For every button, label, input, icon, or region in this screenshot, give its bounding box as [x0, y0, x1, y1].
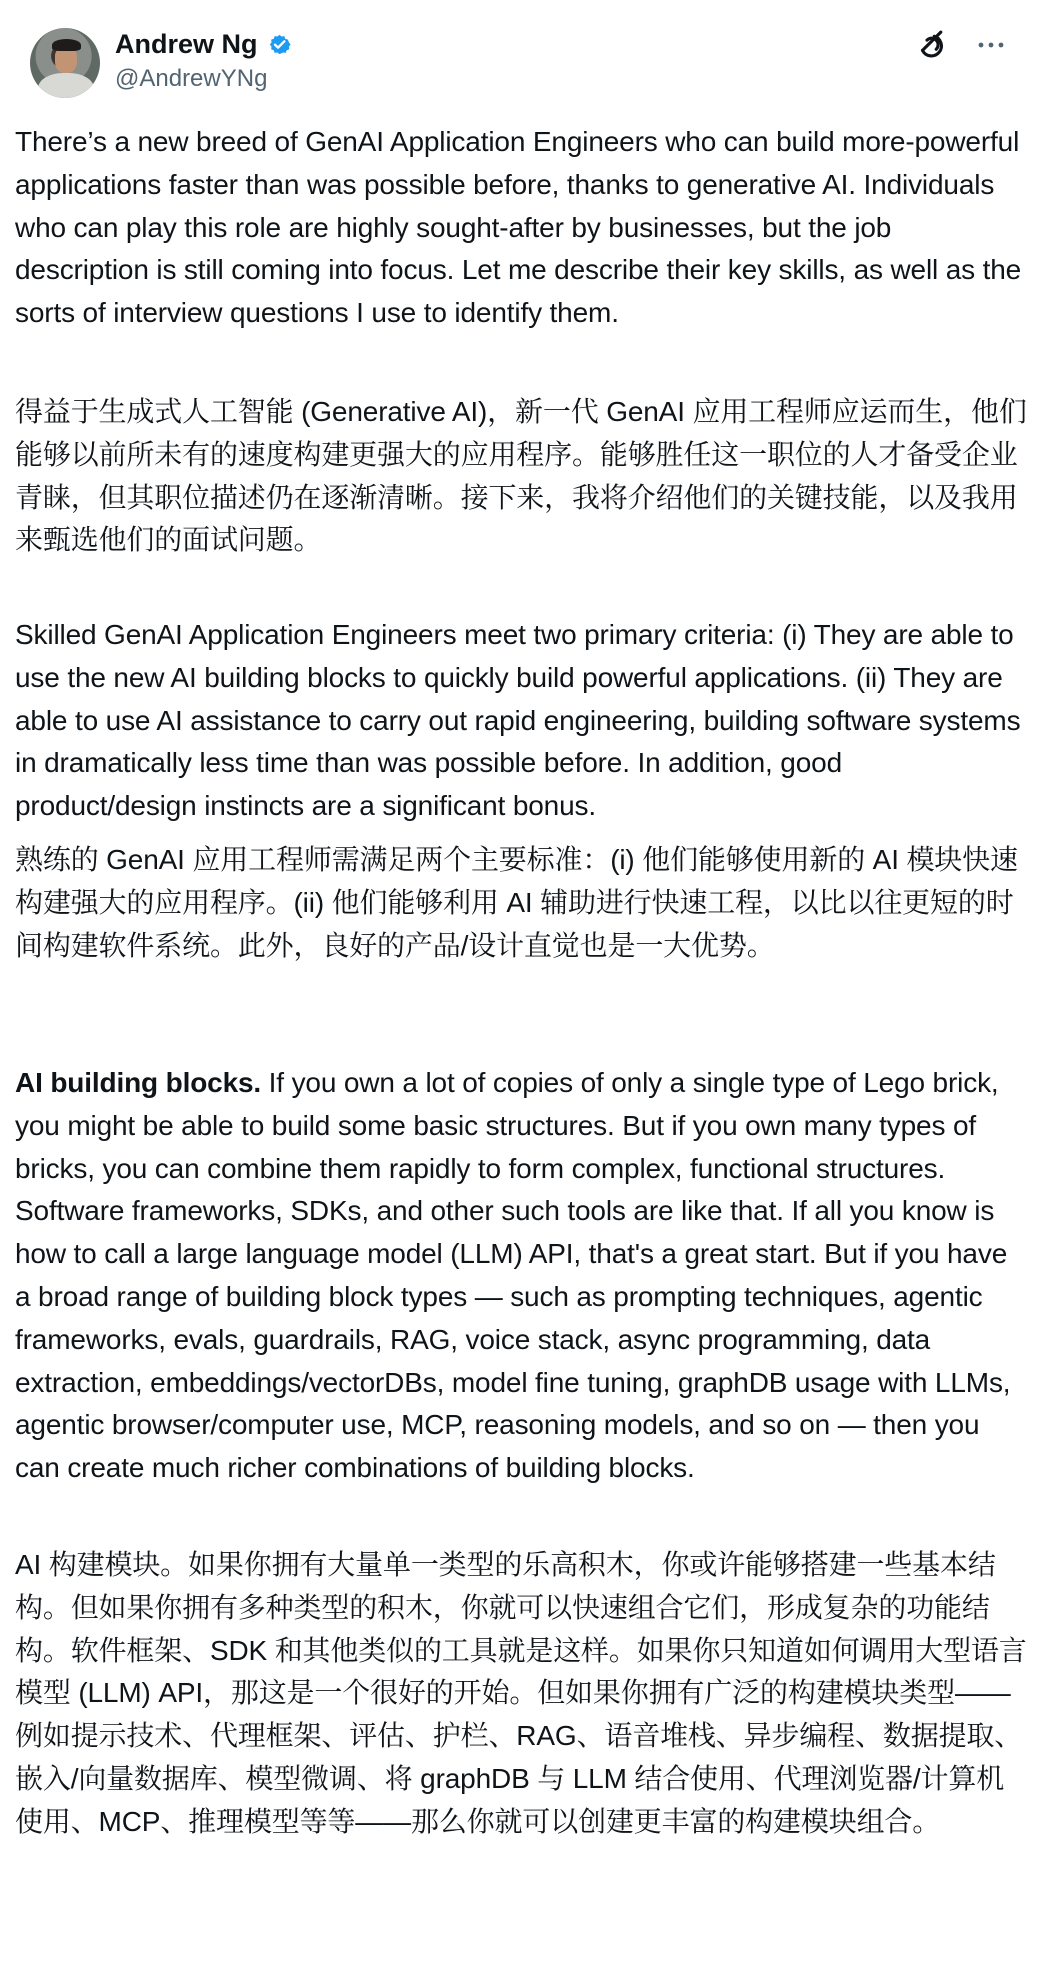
tweet-actions [912, 26, 1010, 64]
chinese-paragraph-3: AI 构建模块。如果你拥有大量单一类型的乐高积木，你或许能够搭建一些基本结构。但如果你拥有多种类型的积木，你就可以快速组合它们，形成复杂的功能结构。软件框架、SDK 和其他类似的工具就是这样。如果你只知道如何调用大型语言模型 (LLM) API，那这是一个很好的开始。但如果你拥有广泛的构建模块类型——例如提示技术、代理框架、评估、护栏、RAG、语音堆栈、异步编程、数据提取、嵌入/向量数据库、模型微调、将 graphDB 与 LLM 结合使用、代理浏览器/计算机使用、MCP、推理模型等等——那么你就可以创建更丰富的构建模块组合。 [15, 1549, 1027, 1837]
paragraph-spacer [15, 1021, 1027, 1062]
avatar-hair [52, 39, 81, 51]
tweet-body [15, 121, 1027, 1886]
avatar-shirt [38, 73, 94, 98]
author-block[interactable] [115, 27, 293, 99]
english-paragraph-3 [15, 1062, 1027, 1533]
tweet-header [15, 0, 1025, 110]
grok-icon[interactable] [912, 26, 950, 64]
author-handle[interactable]: @AndrewYNg [115, 65, 268, 92]
author-display-name[interactable]: Andrew Ng [115, 29, 258, 59]
paragraph-text: If you own a lot of copies of only a single type of Lego brick, you might be able to build some basic structures. But if you own many types of bricks, you can combine them rapidly to form complex, functional structures. Software frameworks, SDKs, and other such tools are like that. If all you know is how to call a large language model (LLM) API, that's a great start. But if you have a broad range of building block types — such as prompting techniques, agentic frameworks, evals, guardrails, RAG, voice stack, async programming, data extraction, embeddings/vectorDBs, model fine tuning, graphDB usage with LLMs, agentic browser/computer use, MCP, reasoning models, and so on — then you can create much richer combinations of building blocks. [15, 1067, 1011, 1484]
paragraph-spacer [15, 573, 1027, 614]
english-paragraph-2: Skilled GenAI Application Engineers meet two primary criteria: (i) They are able to use the new AI building blocks to quickly build powerful applications. (ii) They are able to use AI assistance to carry out rapid engineering, building software systems in dramatically less time than was possible before. In addition, good product/design instincts are a significant bonus. [15, 619, 1021, 822]
english-paragraph-1: There’s a new breed of GenAI Application Engineers who can build more-powerful applications faster than was possible before, thanks to generative AI. Individuals who can play this role are highly sought-after by businesses, but the job description is still coming into focus. Let me describe their key skills, as well as the sorts of interview questions I use to identify them. [15, 126, 1022, 329]
chinese-paragraph-2: 熟练的 GenAI 应用工程师需满足两个主要标准：(i) 他们能够使用新的 AI 模块快速构建强大的应用程序。(ii) 他们能够利用 AI 辅助进行快速工程，以比以往更短的时间构建软件系统。此外，良好的产品/设计直觉也是一大优势。 [15, 844, 1018, 961]
chinese-paragraph-1: 得益于生成式人工智能 (Generative AI)，新一代 GenAI 应用工程师应运而生，他们能够以前所未有的速度构建更强大的应用程序。能够胜任这一职位的人才备受企业青睐，但其职位描述仍在逐渐清晰。接下来，我将介绍他们的关键技能，以及我用来甄选他们的面试问题。 [15, 396, 1027, 556]
author-name-line [115, 27, 293, 61]
more-options-icon[interactable] [972, 26, 1010, 64]
avatar[interactable] [30, 28, 100, 98]
verified-badge-icon [266, 31, 293, 58]
paragraph-heading: AI building blocks. [15, 1067, 262, 1098]
